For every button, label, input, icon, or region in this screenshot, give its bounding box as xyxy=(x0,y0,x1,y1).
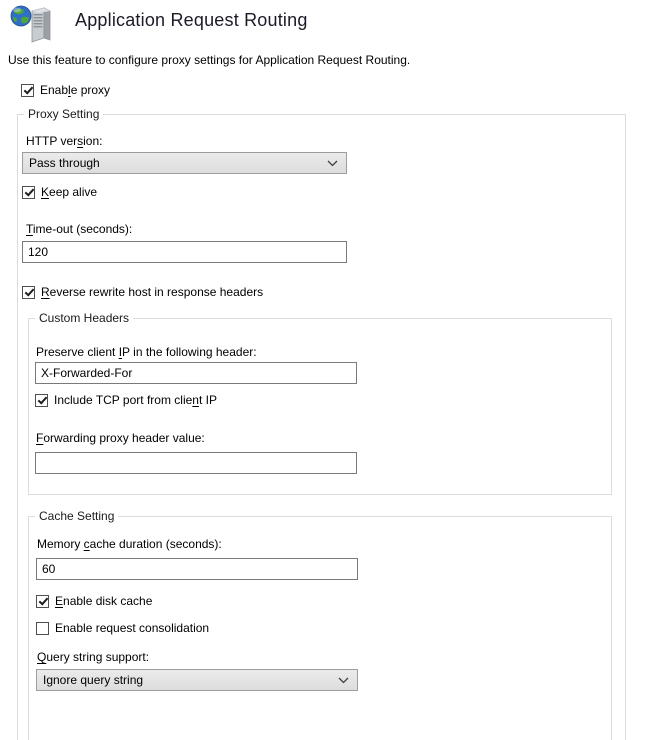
query-string-selected-value: Ignore query string xyxy=(43,673,144,687)
page-description: Use this feature to configure proxy settings for Application Request Routing. xyxy=(8,53,411,67)
checkbox-box-icon xyxy=(35,394,48,407)
checkbox-box-icon xyxy=(36,595,49,608)
forwarding-proxy-input[interactable] xyxy=(35,452,357,474)
checkbox-box-icon xyxy=(36,622,49,635)
include-tcp-port-label: Include TCP port from client IP xyxy=(54,393,217,407)
arr-feature-icon xyxy=(10,4,56,44)
enable-proxy-label: Enable proxy xyxy=(40,83,111,97)
enable-request-consolidation-checkbox[interactable] xyxy=(36,621,209,636)
proxy-setting-legend: Proxy Setting xyxy=(24,107,103,122)
http-version-selected-value: Pass through xyxy=(29,156,100,170)
preserve-client-ip-input[interactable] xyxy=(35,362,357,384)
enable-disk-cache-label: Enable disk cache xyxy=(55,594,153,608)
http-version-select[interactable] xyxy=(22,152,347,174)
preserve-client-ip-label: Preserve client IP in the following header: xyxy=(36,345,257,359)
keep-alive-label: Keep alive xyxy=(41,185,98,199)
enable-disk-cache-checkbox[interactable] xyxy=(36,594,152,609)
timeout-input[interactable] xyxy=(22,241,347,263)
forwarding-proxy-label: Forwarding proxy header value: xyxy=(36,431,205,445)
checkbox-box-icon xyxy=(22,186,35,199)
custom-headers-legend: Custom Headers xyxy=(35,311,133,326)
page-title: Application Request Routing xyxy=(75,10,308,30)
globe-icon xyxy=(11,6,31,26)
include-tcp-port-checkbox[interactable] xyxy=(35,393,217,408)
server-icon xyxy=(32,8,50,42)
checkbox-box-icon xyxy=(21,84,34,97)
chevron-down-icon xyxy=(327,160,338,167)
enable-request-consolidation-label: Enable request consolidation xyxy=(55,621,210,635)
reverse-rewrite-checkbox[interactable] xyxy=(22,285,263,300)
cache-setting-legend: Cache Setting xyxy=(35,509,118,524)
reverse-rewrite-label: Reverse rewrite host in response headers xyxy=(41,285,264,299)
memory-cache-duration-label: Memory cache duration (seconds): xyxy=(37,537,222,551)
chevron-down-icon xyxy=(338,677,349,684)
enable-proxy-checkbox[interactable] xyxy=(21,83,110,98)
query-string-support-select[interactable] xyxy=(36,669,358,691)
keep-alive-checkbox[interactable] xyxy=(22,185,97,200)
timeout-label: Time-out (seconds): xyxy=(26,222,133,236)
http-version-label: HTTP version: xyxy=(26,134,103,148)
checkbox-box-icon xyxy=(22,286,35,299)
memory-cache-duration-input[interactable] xyxy=(36,558,358,580)
query-string-support-label: Query string support: xyxy=(37,650,150,664)
